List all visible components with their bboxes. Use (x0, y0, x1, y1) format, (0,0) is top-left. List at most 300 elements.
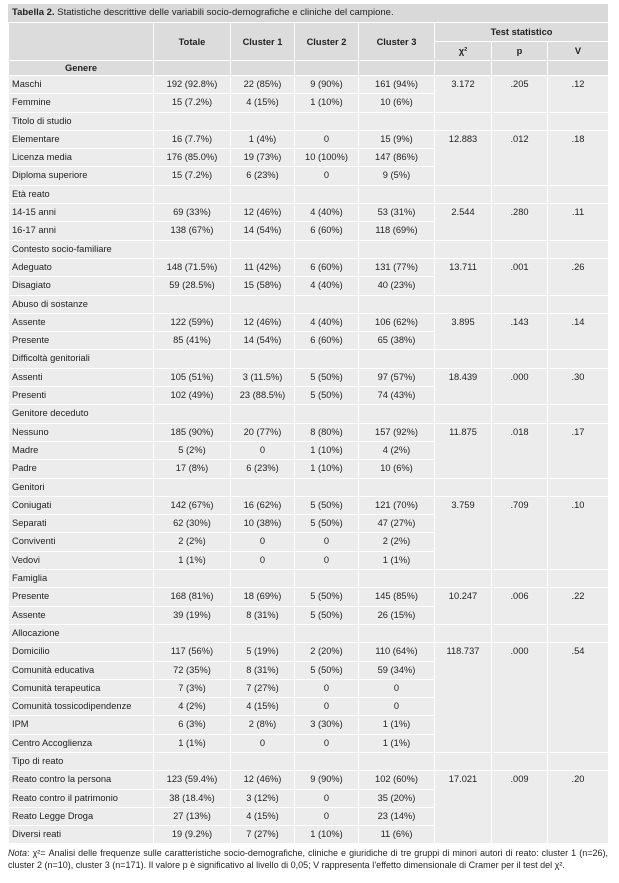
cell-totale: 27 (13%) (154, 807, 231, 825)
row-label: Disagiato (9, 277, 154, 295)
cell-totale: 117 (56%) (154, 643, 231, 661)
cell-totale: 2 (2%) (154, 533, 231, 551)
row-label: Comunità tossicodipendenze (9, 698, 154, 716)
cell-cluster-2: 5 (50%) (295, 368, 359, 386)
cell-cluster-2: 4 (40%) (295, 277, 359, 295)
section-empty-cell (359, 112, 435, 130)
header-genere-row (9, 61, 609, 76)
header-v: V (548, 42, 609, 61)
cell-totale: 123 (59.4%) (154, 771, 231, 789)
header-totale: Totale (154, 23, 231, 61)
row-label: Comunità educativa (9, 661, 154, 679)
section-empty-cell (231, 570, 295, 588)
cell-totale: 1 (1%) (154, 551, 231, 569)
section-label: Contesto socio-familiare (9, 240, 154, 258)
note-text: : χ²= Analisi delle frequenze sulle caratteristiche socio-demografiche, cliniche e giuridiche di tre gruppi di minori autori di reato: cluster 1 (n=26), cluster 2 (n=10), cluster 3 (n=171). Il valore p è significativo al livello di 0,05; V rappresenta l’effetto dimensionale di Cramer per il test del χ². (8, 848, 608, 870)
row-label: Presenti (9, 387, 154, 405)
section-label: Genitori (9, 478, 154, 496)
cell-cluster-1: 8 (31%) (231, 606, 295, 624)
cell-cluster-1: 3 (11.5%) (231, 368, 295, 386)
cell-totale: 19 (9.2%) (154, 826, 231, 844)
row-label: Centro Accoglienza (9, 734, 154, 752)
table-note (8, 848, 608, 871)
cell-totale: 1 (1%) (154, 734, 231, 752)
section-empty-cell (435, 112, 492, 130)
table-row (9, 423, 609, 441)
cell-cluster-1: 12 (46%) (231, 204, 295, 222)
section-empty-cell (295, 112, 359, 130)
cell-cluster-1: 0 (231, 734, 295, 752)
cell-chi-square: 3.172 (435, 76, 492, 113)
section-label: Età reato (9, 185, 154, 203)
cell-cluster-3: 0 (359, 698, 435, 716)
section-empty-cell (492, 350, 548, 368)
section-empty-cell (359, 752, 435, 770)
table-row (9, 130, 609, 148)
cell-cramer-v: .17 (548, 423, 609, 478)
cell-cramer-v: .18 (548, 130, 609, 185)
cell-cluster-1: 8 (31%) (231, 661, 295, 679)
section-label: Genitore deceduto (9, 405, 154, 423)
cell-chi-square: 3.895 (435, 313, 492, 350)
section-empty-cell (548, 350, 609, 368)
cell-cluster-2: 0 (295, 734, 359, 752)
section-empty-cell (154, 350, 231, 368)
header-row (9, 23, 609, 42)
cell-p-value: .009 (492, 771, 548, 844)
header-chi: χ² (435, 42, 492, 61)
cell-cluster-1: 11 (42%) (231, 258, 295, 276)
section-empty-cell (295, 570, 359, 588)
section-empty-cell (359, 350, 435, 368)
row-label: Assente (9, 606, 154, 624)
section-row (9, 752, 609, 770)
row-label: Coniugati (9, 496, 154, 514)
section-empty-cell (359, 295, 435, 313)
section-label: Abuso di sostanze (9, 295, 154, 313)
cell-cluster-1: 2 (8%) (231, 716, 295, 734)
cell-cluster-3: 26 (15%) (359, 606, 435, 624)
cell-cluster-2: 1 (10%) (295, 94, 359, 112)
cell-cluster-3: 147 (86%) (359, 149, 435, 167)
cell-cluster-1: 0 (231, 441, 295, 459)
cell-cluster-3: 10 (6%) (359, 460, 435, 478)
cell-cluster-2: 0 (295, 807, 359, 825)
statistics-table (8, 22, 609, 844)
row-label: 14-15 anni (9, 204, 154, 222)
section-empty-cell (295, 478, 359, 496)
section-empty-cell (231, 478, 295, 496)
cell-cluster-2: 4 (40%) (295, 204, 359, 222)
cell-cluster-3: 15 (9%) (359, 130, 435, 148)
header-cluster-3: Cluster 3 (359, 23, 435, 61)
cell-cluster-3: 11 (6%) (359, 826, 435, 844)
cell-cluster-3: 35 (20%) (359, 789, 435, 807)
section-empty-cell (154, 240, 231, 258)
cell-p-value: .709 (492, 496, 548, 569)
section-empty-cell (359, 240, 435, 258)
cell-cramer-v: .20 (548, 771, 609, 844)
cell-cluster-3: 9 (5%) (359, 167, 435, 185)
cell-totale: 148 (71.5%) (154, 258, 231, 276)
section-empty-cell (154, 478, 231, 496)
cell-cluster-3: 118 (69%) (359, 222, 435, 240)
cell-cluster-3: 157 (92%) (359, 423, 435, 441)
row-label: Adeguato (9, 258, 154, 276)
section-empty-cell (231, 405, 295, 423)
section-empty-cell (548, 570, 609, 588)
section-row (9, 240, 609, 258)
header-empty (9, 23, 154, 61)
cell-cluster-2: 6 (60%) (295, 258, 359, 276)
table-row (9, 643, 609, 661)
cell-cluster-1: 7 (27%) (231, 679, 295, 697)
row-label: 16-17 anni (9, 222, 154, 240)
cell-totale: 142 (67%) (154, 496, 231, 514)
table-row (9, 496, 609, 514)
section-empty-cell (492, 240, 548, 258)
row-label: Femmine (9, 94, 154, 112)
section-empty-cell (548, 478, 609, 496)
section-empty-cell (435, 350, 492, 368)
cell-totale: 168 (81%) (154, 588, 231, 606)
table-row (9, 204, 609, 222)
cell-cluster-1: 6 (23%) (231, 460, 295, 478)
cell-totale: 62 (30%) (154, 515, 231, 533)
cell-cluster-3: 59 (34%) (359, 661, 435, 679)
cell-cluster-2: 0 (295, 551, 359, 569)
cell-totale: 176 (85.0%) (154, 149, 231, 167)
header-test-statistico: Test statistico (435, 23, 609, 42)
section-empty-cell (435, 240, 492, 258)
cell-totale: 6 (3%) (154, 716, 231, 734)
cell-totale: 5 (2%) (154, 441, 231, 459)
section-empty-cell (154, 405, 231, 423)
note-label: Nota (8, 848, 28, 859)
cell-cluster-2: 0 (295, 130, 359, 148)
section-empty-cell (359, 185, 435, 203)
row-label: Licenza media (9, 149, 154, 167)
section-label: Famiglia (9, 570, 154, 588)
section-empty-cell (154, 570, 231, 588)
cell-cluster-3: 53 (31%) (359, 204, 435, 222)
cell-totale: 7 (3%) (154, 679, 231, 697)
cell-cluster-1: 12 (46%) (231, 771, 295, 789)
cell-cluster-1: 14 (54%) (231, 332, 295, 350)
section-empty-cell (295, 624, 359, 642)
caption-text: Statistiche descrittive delle variabili socio-demografiche e cliniche del campione. (54, 7, 394, 18)
header-p: p (492, 42, 548, 61)
section-empty-cell (435, 295, 492, 313)
cell-p-value: .006 (492, 588, 548, 625)
row-label: Assenti (9, 368, 154, 386)
section-empty-cell (154, 112, 231, 130)
cell-chi-square: 12.883 (435, 130, 492, 185)
cell-chi-square: 118.737 (435, 643, 492, 753)
cell-cluster-3: 74 (43%) (359, 387, 435, 405)
section-row (9, 624, 609, 642)
section-row (9, 350, 609, 368)
cell-cramer-v: .54 (548, 643, 609, 753)
header-cluster-2: Cluster 2 (295, 23, 359, 61)
cell-cluster-1: 5 (19%) (231, 643, 295, 661)
cell-cluster-2: 6 (60%) (295, 222, 359, 240)
cell-cluster-3: 23 (14%) (359, 807, 435, 825)
section-empty-cell (548, 185, 609, 203)
section-empty-cell (154, 752, 231, 770)
cell-cluster-1: 4 (15%) (231, 807, 295, 825)
cell-totale: 105 (51%) (154, 368, 231, 386)
cell-totale: 59 (28.5%) (154, 277, 231, 295)
cell-cluster-2: 0 (295, 698, 359, 716)
cell-totale: 15 (7.2%) (154, 94, 231, 112)
cell-cluster-3: 1 (1%) (359, 716, 435, 734)
table-figure (8, 4, 608, 871)
section-empty-cell (295, 185, 359, 203)
section-row (9, 405, 609, 423)
cell-cluster-3: 145 (85%) (359, 588, 435, 606)
section-empty-cell (492, 295, 548, 313)
row-label: Madre (9, 441, 154, 459)
cell-cluster-3: 40 (23%) (359, 277, 435, 295)
cell-cluster-3: 110 (64%) (359, 643, 435, 661)
section-empty-cell (492, 752, 548, 770)
cell-p-value: .000 (492, 368, 548, 405)
cell-cluster-2: 9 (90%) (295, 76, 359, 94)
section-empty-cell (492, 405, 548, 423)
cell-chi-square: 13.711 (435, 258, 492, 295)
section-empty-cell (548, 112, 609, 130)
row-label: Conviventi (9, 533, 154, 551)
cell-p-value: .001 (492, 258, 548, 295)
section-empty-cell (295, 405, 359, 423)
row-label: Comunità terapeutica (9, 679, 154, 697)
section-empty-cell (154, 295, 231, 313)
cell-cluster-3: 2 (2%) (359, 533, 435, 551)
section-empty-cell (154, 185, 231, 203)
cell-cramer-v: .14 (548, 313, 609, 350)
cell-p-value: .205 (492, 76, 548, 113)
cell-cluster-2: 3 (30%) (295, 716, 359, 734)
cell-totale: 38 (18.4%) (154, 789, 231, 807)
section-empty-cell (231, 112, 295, 130)
cell-totale: 138 (67%) (154, 222, 231, 240)
cell-totale: 69 (33%) (154, 204, 231, 222)
cell-cluster-3: 4 (2%) (359, 441, 435, 459)
cell-p-value: .143 (492, 313, 548, 350)
section-empty-cell (359, 405, 435, 423)
cell-cluster-2: 0 (295, 533, 359, 551)
cell-cluster-2: 2 (20%) (295, 643, 359, 661)
section-empty-cell (231, 350, 295, 368)
cell-p-value: .000 (492, 643, 548, 753)
table-body (9, 76, 609, 844)
cell-chi-square: 10.247 (435, 588, 492, 625)
section-empty-cell (548, 295, 609, 313)
row-label: Nessuno (9, 423, 154, 441)
cell-cramer-v: .22 (548, 588, 609, 625)
row-label: Maschi (9, 76, 154, 94)
row-label: Presente (9, 332, 154, 350)
cell-chi-square: 3.759 (435, 496, 492, 569)
table-row (9, 313, 609, 331)
cell-chi-square: 2.544 (435, 204, 492, 241)
cell-cluster-1: 23 (88.5%) (231, 387, 295, 405)
section-empty-cell (492, 112, 548, 130)
cell-cluster-2: 5 (50%) (295, 496, 359, 514)
section-label: Difficoltà genitoriali (9, 350, 154, 368)
cell-chi-square: 11.875 (435, 423, 492, 478)
cell-cluster-1: 20 (77%) (231, 423, 295, 441)
cell-cluster-1: 0 (231, 533, 295, 551)
row-label: Presente (9, 588, 154, 606)
cell-totale: 15 (7.2%) (154, 167, 231, 185)
row-label: Elementare (9, 130, 154, 148)
section-empty-cell (435, 624, 492, 642)
cell-p-value: .280 (492, 204, 548, 241)
header-genere: Genere (9, 61, 154, 76)
section-empty-cell (231, 185, 295, 203)
cell-cluster-1: 7 (27%) (231, 826, 295, 844)
section-empty-cell (548, 624, 609, 642)
cell-cluster-1: 6 (23%) (231, 167, 295, 185)
cell-cluster-2: 5 (50%) (295, 387, 359, 405)
table-row (9, 588, 609, 606)
table-row (9, 368, 609, 386)
section-empty-cell (435, 478, 492, 496)
section-empty-cell (295, 295, 359, 313)
cell-cluster-2: 8 (80%) (295, 423, 359, 441)
section-empty-cell (435, 185, 492, 203)
cell-chi-square: 18.439 (435, 368, 492, 405)
section-empty-cell (231, 624, 295, 642)
row-label: Diversi reati (9, 826, 154, 844)
row-label: Reato contro la persona (9, 771, 154, 789)
cell-cluster-2: 6 (60%) (295, 332, 359, 350)
section-empty-cell (359, 624, 435, 642)
cell-cluster-2: 4 (40%) (295, 313, 359, 331)
cell-cramer-v: .26 (548, 258, 609, 295)
cell-totale: 4 (2%) (154, 698, 231, 716)
section-empty-cell (435, 752, 492, 770)
cell-chi-square: 17.021 (435, 771, 492, 844)
cell-cluster-1: 4 (15%) (231, 698, 295, 716)
cell-cluster-3: 121 (70%) (359, 496, 435, 514)
cell-cramer-v: .30 (548, 368, 609, 405)
section-row (9, 112, 609, 130)
cell-cluster-1: 14 (54%) (231, 222, 295, 240)
cell-cluster-2: 1 (10%) (295, 826, 359, 844)
section-row (9, 185, 609, 203)
section-row (9, 295, 609, 313)
section-empty-cell (492, 478, 548, 496)
cell-totale: 39 (19%) (154, 606, 231, 624)
cell-cluster-3: 131 (77%) (359, 258, 435, 276)
row-label: Padre (9, 460, 154, 478)
section-empty-cell (492, 570, 548, 588)
row-label: Diploma superiore (9, 167, 154, 185)
cell-totale: 16 (7.7%) (154, 130, 231, 148)
cell-cramer-v: .12 (548, 76, 609, 113)
cell-cluster-3: 102 (60%) (359, 771, 435, 789)
cell-cluster-1: 22 (85%) (231, 76, 295, 94)
cell-cluster-1: 10 (38%) (231, 515, 295, 533)
section-empty-cell (154, 624, 231, 642)
section-empty-cell (359, 570, 435, 588)
table-caption (8, 4, 608, 22)
cell-cluster-2: 0 (295, 167, 359, 185)
caption-label: Tabella 2. (12, 7, 55, 18)
row-label: Separati (9, 515, 154, 533)
section-empty-cell (548, 405, 609, 423)
cell-p-value: .018 (492, 423, 548, 478)
cell-cluster-2: 5 (50%) (295, 588, 359, 606)
cell-cluster-1: 18 (69%) (231, 588, 295, 606)
section-empty-cell (548, 752, 609, 770)
cell-cluster-3: 1 (1%) (359, 551, 435, 569)
section-label: Allocazione (9, 624, 154, 642)
section-empty-cell (295, 350, 359, 368)
cell-cluster-3: 0 (359, 679, 435, 697)
row-label: Reato Legge Droga (9, 807, 154, 825)
section-label: Tipo di reato (9, 752, 154, 770)
section-empty-cell (435, 570, 492, 588)
section-row (9, 570, 609, 588)
cell-cluster-2: 0 (295, 679, 359, 697)
cell-cluster-3: 47 (27%) (359, 515, 435, 533)
section-empty-cell (492, 185, 548, 203)
section-empty-cell (435, 405, 492, 423)
cell-cluster-1: 15 (58%) (231, 277, 295, 295)
section-row (9, 478, 609, 496)
cell-cluster-1: 1 (4%) (231, 130, 295, 148)
cell-p-value: .012 (492, 130, 548, 185)
row-label: Vedovi (9, 551, 154, 569)
cell-cluster-1: 12 (46%) (231, 313, 295, 331)
cell-cluster-1: 16 (62%) (231, 496, 295, 514)
cell-cluster-2: 5 (50%) (295, 606, 359, 624)
cell-totale: 102 (49%) (154, 387, 231, 405)
table-row (9, 258, 609, 276)
cell-totale: 72 (35%) (154, 661, 231, 679)
cell-totale: 17 (8%) (154, 460, 231, 478)
cell-cluster-3: 65 (38%) (359, 332, 435, 350)
cell-cluster-2: 5 (50%) (295, 515, 359, 533)
cell-cluster-2: 5 (50%) (295, 661, 359, 679)
cell-cluster-2: 0 (295, 789, 359, 807)
cell-cluster-1: 0 (231, 551, 295, 569)
row-label: Reato contro il patrimonio (9, 789, 154, 807)
cell-cluster-1: 19 (73%) (231, 149, 295, 167)
row-label: Domicilio (9, 643, 154, 661)
cell-cluster-1: 4 (15%) (231, 94, 295, 112)
section-empty-cell (492, 624, 548, 642)
section-empty-cell (359, 478, 435, 496)
section-label: Titolo di studio (9, 112, 154, 130)
cell-cluster-1: 3 (12%) (231, 789, 295, 807)
table-row (9, 76, 609, 94)
section-empty-cell (295, 752, 359, 770)
cell-cluster-2: 1 (10%) (295, 441, 359, 459)
cell-cluster-2: 9 (90%) (295, 771, 359, 789)
cell-totale: 122 (59%) (154, 313, 231, 331)
cell-cluster-3: 97 (57%) (359, 368, 435, 386)
cell-totale: 85 (41%) (154, 332, 231, 350)
cell-cluster-3: 10 (6%) (359, 94, 435, 112)
cell-totale: 185 (90%) (154, 423, 231, 441)
cell-cramer-v: .10 (548, 496, 609, 569)
section-empty-cell (548, 240, 609, 258)
